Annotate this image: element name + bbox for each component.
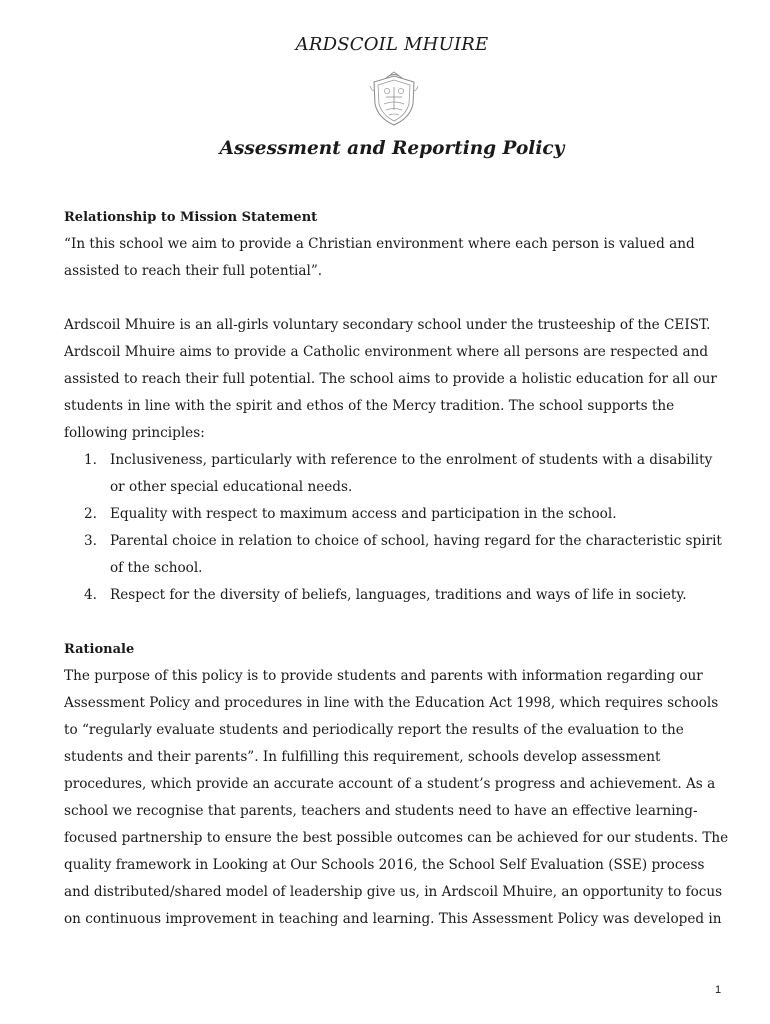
list-item-number: 3. <box>84 533 97 549</box>
list-item-number: 1. <box>84 452 97 468</box>
principles-list <box>64 447 729 609</box>
list-item-text: Equality with respect to maximum access and participation in the school. <box>110 506 617 522</box>
list-item-text: Respect for the diversity of beliefs, languages, traditions and ways of life in society. <box>110 587 687 603</box>
list-item <box>64 501 729 528</box>
mission-quote: “In this school we aim to provide a Christian environment where each person is valued and assisted to reach their full potential”. <box>64 236 695 279</box>
list-item-text: Inclusiveness, particularly with reference to the enrolment of students with a disability or other special educational needs. <box>110 452 713 495</box>
intro-paragraph: Ardscoil Mhuire is an all-girls voluntary secondary school under the trusteeship of the CEIST. Ardscoil Mhuire aims to provide a Catholic environment where all persons are respected and assisted to reach their full potential. The school aims to provide a holistic education for all our students in line with the spirit and ethos of the Mercy tradition. The school supports the following principles: <box>64 317 717 441</box>
school-crest-icon <box>366 70 422 128</box>
policy-title: Assessment and Reporting Policy <box>219 138 565 159</box>
rationale-section <box>64 636 729 933</box>
intro-section <box>64 312 729 609</box>
list-item <box>64 447 729 501</box>
list-item <box>64 528 729 582</box>
mission-heading: Relationship to Mission Statement <box>64 210 318 225</box>
list-item-number: 4. <box>84 587 97 603</box>
page-number: 1 <box>715 984 722 996</box>
list-item-text: Parental choice in relation to choice of school, having regard for the characteristic spirit of the school. <box>110 533 722 576</box>
rationale-paragraph: The purpose of this policy is to provide students and parents with information regarding our Assessment Policy and procedures in line with the Education Act 1998, which requires schools to “regularly evaluate students and periodically report the results of the evaluation to the students and their parents”. In fulfilling this requirement, schools develop assessment procedures, which provide an accurate account of a student’s progress and achievement. As a school we recognise that parents, teachers and students need to have an effective learning-focused partnership to ensure the best possible outcomes can be achieved for our students. The quality framework in Looking at Our Schools 2016, the School Self Evaluation (SSE) process and distributed/shared model of leadership give us, in Ardscoil Mhuire, an opportunity to focus on continuous improvement in teaching and learning. This Assessment Policy was developed in <box>64 668 729 927</box>
school-name: ARDSCOIL MHUIRE <box>295 34 489 55</box>
list-item-number: 2. <box>84 506 97 522</box>
list-item <box>64 582 729 609</box>
mission-section <box>64 204 729 285</box>
rationale-heading: Rationale <box>64 642 135 657</box>
